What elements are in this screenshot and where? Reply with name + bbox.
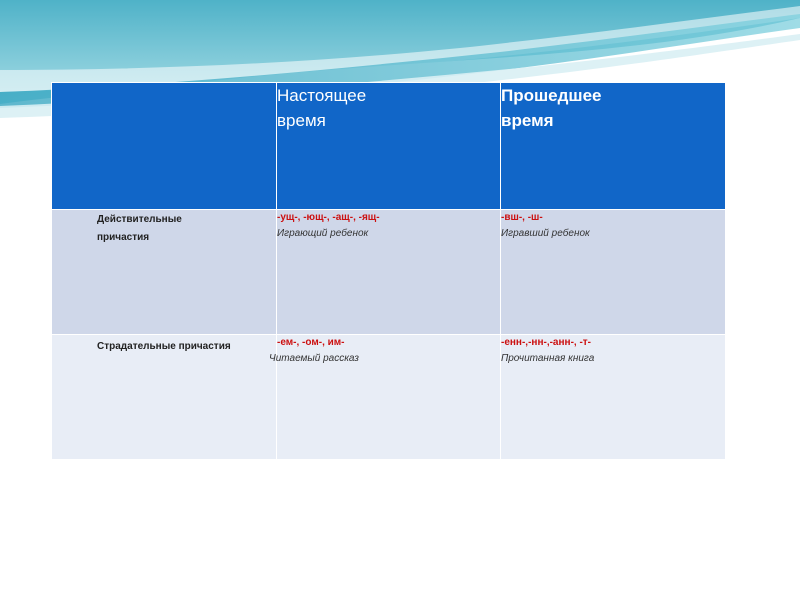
header-past-line1: Прошедшее	[501, 86, 602, 105]
suffix-text: -вш-, -ш-	[501, 212, 543, 223]
present-cell	[277, 210, 501, 335]
row-label-line1: Страдательные причастия	[97, 341, 231, 352]
table-header-row	[52, 83, 726, 210]
present-cell	[269, 335, 501, 460]
example-text: Прочитанная книга	[501, 353, 595, 364]
suffix-text: -енн-,-нн-,-анн-, -т-	[501, 337, 592, 348]
participles-table	[51, 82, 726, 460]
past-cell	[501, 210, 726, 335]
header-empty-cell	[52, 83, 277, 210]
example-text: Играющий ребенок	[277, 228, 369, 239]
row-label-line2: причастия	[97, 232, 150, 243]
past-cell	[501, 335, 726, 460]
header-present-line1: Настоящее	[277, 86, 367, 105]
table-row	[52, 335, 726, 460]
row-label-cell	[52, 335, 277, 460]
header-present-line2: время	[277, 111, 326, 130]
header-past-tense	[501, 83, 726, 210]
row-label-cell	[52, 210, 277, 335]
row-label-line1: Действительные	[97, 214, 182, 225]
example-text: Читаемый рассказ	[269, 353, 359, 364]
table-row	[52, 210, 726, 335]
suffix-text: -ем-, -ом-, им-	[277, 337, 345, 348]
example-text: Игравший ребенок	[501, 228, 590, 239]
header-present-tense	[277, 83, 501, 210]
suffix-text: -ущ-, -ющ-, -ащ-, -ящ-	[277, 212, 380, 223]
header-past-line2: время	[501, 111, 554, 130]
